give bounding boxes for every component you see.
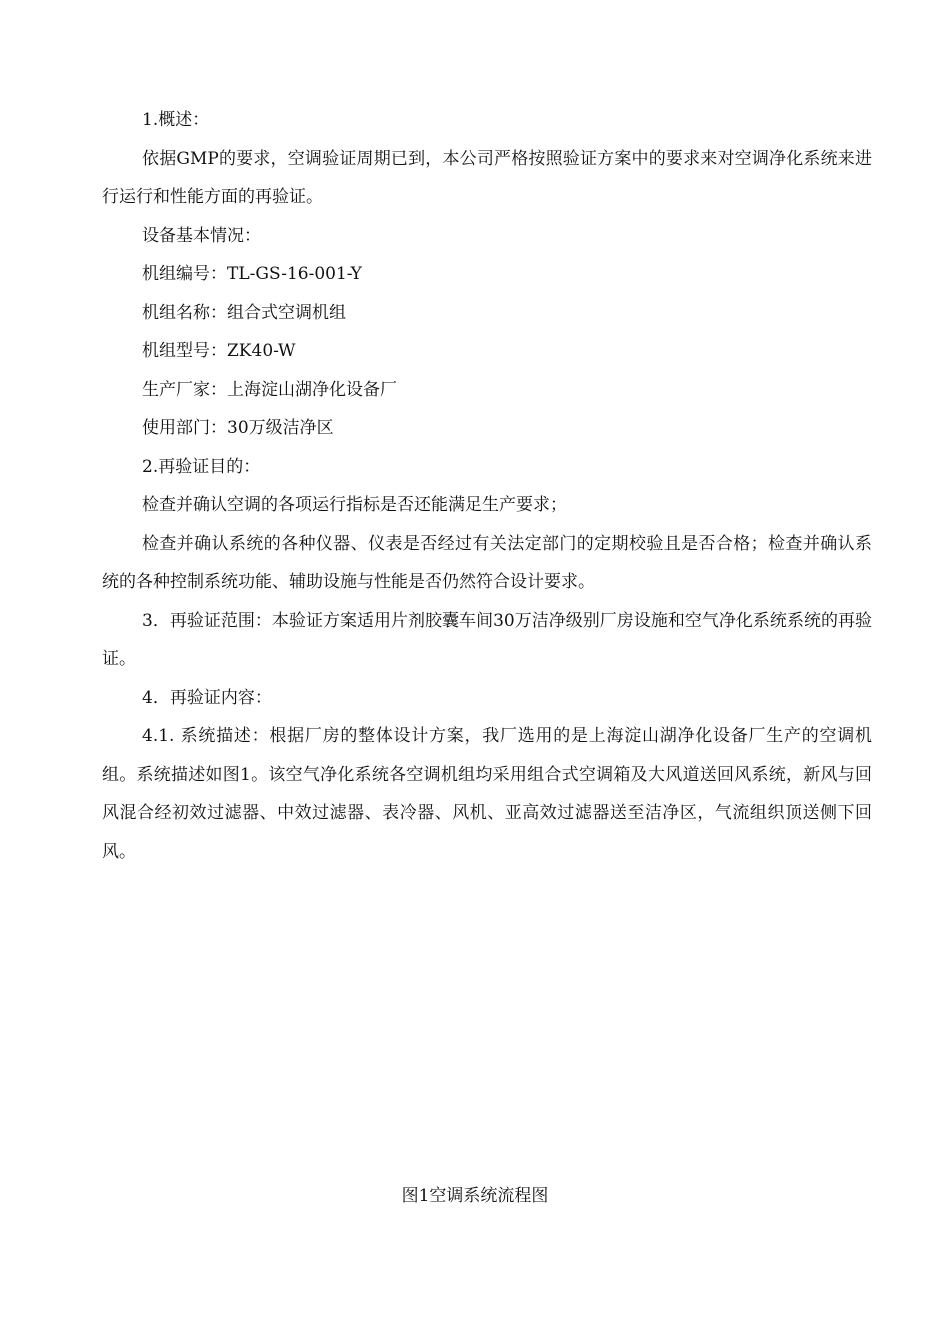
unit-number-line: 机组编号：TL-GS-16-001-Y — [142, 264, 362, 284]
unit-model-line: 机组型号：ZK40-W — [142, 341, 296, 361]
section-heading-purpose: 2.再验证目的： — [142, 456, 261, 477]
system-description-paragraph: 4.1. 系统描述：根据厂房的整体设计方案，我厂选用的是上海淀山湖净化设备厂生产的空调机组。系统描述如图1。该空气净化系统各空调机组均采用组合式空调箱及大风道送回风系统，新风与回风混合经初效过滤器、中效过滤器、表冷器、风机、亚高效过滤器送至洁净区，气流组织顶送侧下回风。 — [102, 726, 872, 862]
purpose-item-1: 检查并确认空调的各项运行指标是否还能满足生产要求； — [142, 495, 567, 515]
purpose-item-2: 检查并确认系统的各种仪器、仪表是否经过有关法定部门的定期校验且是否合格；检查并确认系统的各种控制系统功能、辅助设施与性能是否仍然符合设计要求。 — [102, 533, 872, 592]
equipment-info-heading: 设备基本情况： — [142, 225, 261, 246]
manufacturer-line: 生产厂家：上海淀山湖净化设备厂 — [142, 379, 397, 400]
section-heading-content: 4．再验证内容： — [142, 687, 272, 708]
document-body — [102, 101, 872, 871]
overview-paragraph: 依据GMP的要求，空调验证周期已到，本公司严格按照验证方案中的要求来对空调净化系统来进行运行和性能方面的再验证。 — [102, 148, 872, 207]
user-department-line: 使用部门：30万级洁净区 — [142, 418, 334, 438]
section-heading-overview: 1.概述： — [142, 110, 210, 130]
section-scope: 3．再验证范围：本验证方案适用片剂胶囊车间30万洁净级别厂房设施和空气净化系统系统的再验证。 — [102, 610, 872, 669]
unit-name-line: 机组名称：组合式空调机组 — [142, 302, 346, 323]
figure-caption: 图1空调系统流程图 — [401, 1186, 549, 1206]
